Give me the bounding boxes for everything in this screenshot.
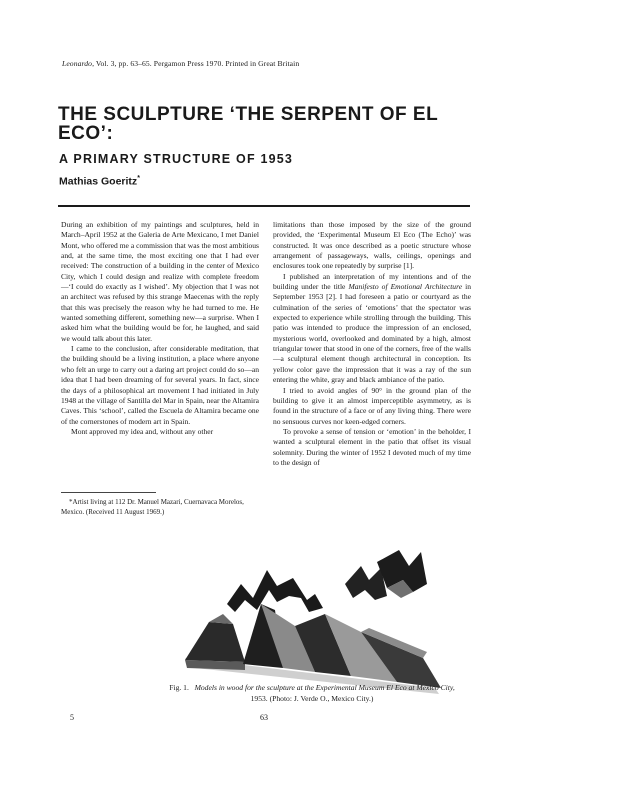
author-footnote: *Artist living at 112 Dr. Manuel Mazari, Cuernavaca Morelos, Mexico. (Received 11 August 1969.) — [61, 498, 244, 516]
serpent-zigzag — [227, 570, 323, 612]
paragraph: Mont approved my idea and, without any other — [71, 426, 214, 436]
article-title: THE SCULPTURE ‘THE SERPENT OF EL ECO’: — [58, 104, 438, 144]
paragraph: I came to the conclusion, after considerable meditation, that the building should be a living institution, a place where anyone who felt an urge to carry out a daring art project could do so—an idea that I had been dreaming of for several years. In fact, since the days of a philosophical art movement I had initiated in July 1948 at the village of Santilla del Mar in Spain, near the Altamira Caves. This ‘school’, called the Escuela de Altamira became one of the cornerstones of modern art in Spain. — [61, 344, 259, 426]
author-footnote-mark: * — [137, 175, 140, 182]
paragraph: limitations than those imposed by the size of the ground provided, the ‘Experimental Museum El Eco (The Echo)’ was constructed. It was once described as a poetic structure whose arrangement of passageways, walls, ceilings, openings and enclosures took one repeatedly by surprise [1]. — [273, 220, 471, 271]
paragraph — [273, 272, 471, 386]
paragraph: To provoke a sense of tension or ‘emotion’ in the beholder, I wanted a sculptural element in the patio that offset its visual solemnity. During the winter of 1952 I devoted much of my time to the design of — [273, 426, 471, 467]
paragraph: During an exhibition of my paintings and sculptures, held in March–April 1952 at the Galeria de Arte Mexicano, I met Daniel Mont, who offered me a commission that was the most ambitious and, at the same time, the most exciting one that I had ever received: The construction of a building in the center of Mexico City, which I could design and realize with complete freedom—‘I could do exactly as I wished’. My objection that I was not an architect was refused by this strange Maecenas with the reply that this was precisely the reason why he had turned to me. He wanted something different, something new—a surprise. When I asked him what the building would be for, he laughed, and said we would talk about this later. — [61, 220, 259, 343]
text-run: I published an interpretation of my intentions and of the building under the title — [273, 271, 471, 292]
journal-name: Leonardo — [62, 59, 93, 68]
right-column — [273, 220, 471, 468]
caption-italic: Models in wood for the sculpture at the Experimental Museum El Eco at Mexico City, — [194, 683, 455, 692]
article-subtitle: A PRIMARY STRUCTURE OF 1953 — [59, 152, 294, 166]
author-name: Mathias Goeritz — [59, 175, 138, 188]
figure-label: Fig. 1. — [169, 683, 189, 692]
author-line — [59, 175, 140, 188]
paragraph: I tried to avoid angles of 90° in the ground plan of the building to give it an almost imperceptible asymmetry, as is found in the structure of a face or of any living thing. There were no sensuous curves nor keen-edged corners. — [273, 385, 471, 426]
page-number: 63 — [260, 713, 268, 722]
title-rule — [58, 205, 470, 207]
journal-details: , Vol. 3, pp. 63–65. Pergamon Press 1970. Printed in Great Britain — [92, 59, 300, 68]
manifesto-title: Manifesto of Emotional Architecture — [348, 282, 463, 292]
caption-plain: 1953. (Photo: J. Verde O., Mexico City.) — [250, 693, 374, 703]
left-column — [61, 220, 259, 437]
footnote-rule — [61, 492, 156, 493]
text-run: in September 1953 [2]. I had foreseen a patio or courtyard as the culmination of the series of ‘emotions’ that the spectator was expected to experience while strolling through the building. This patio was intended to produce the impression of an enclosed, mysterious world, overlooked and dominated by a high, almost triangular tower that stood in one of the corners, free of the walls—a sculptural element though architectural in conception. Its yellow color gave the impression that it was a ray of the sun entering the white, gray and black ambiance of the patio. — [273, 282, 471, 385]
block-left-face — [185, 622, 245, 662]
left-folio: 5 — [70, 713, 74, 722]
figure-caption — [102, 683, 522, 704]
running-head — [62, 59, 299, 68]
